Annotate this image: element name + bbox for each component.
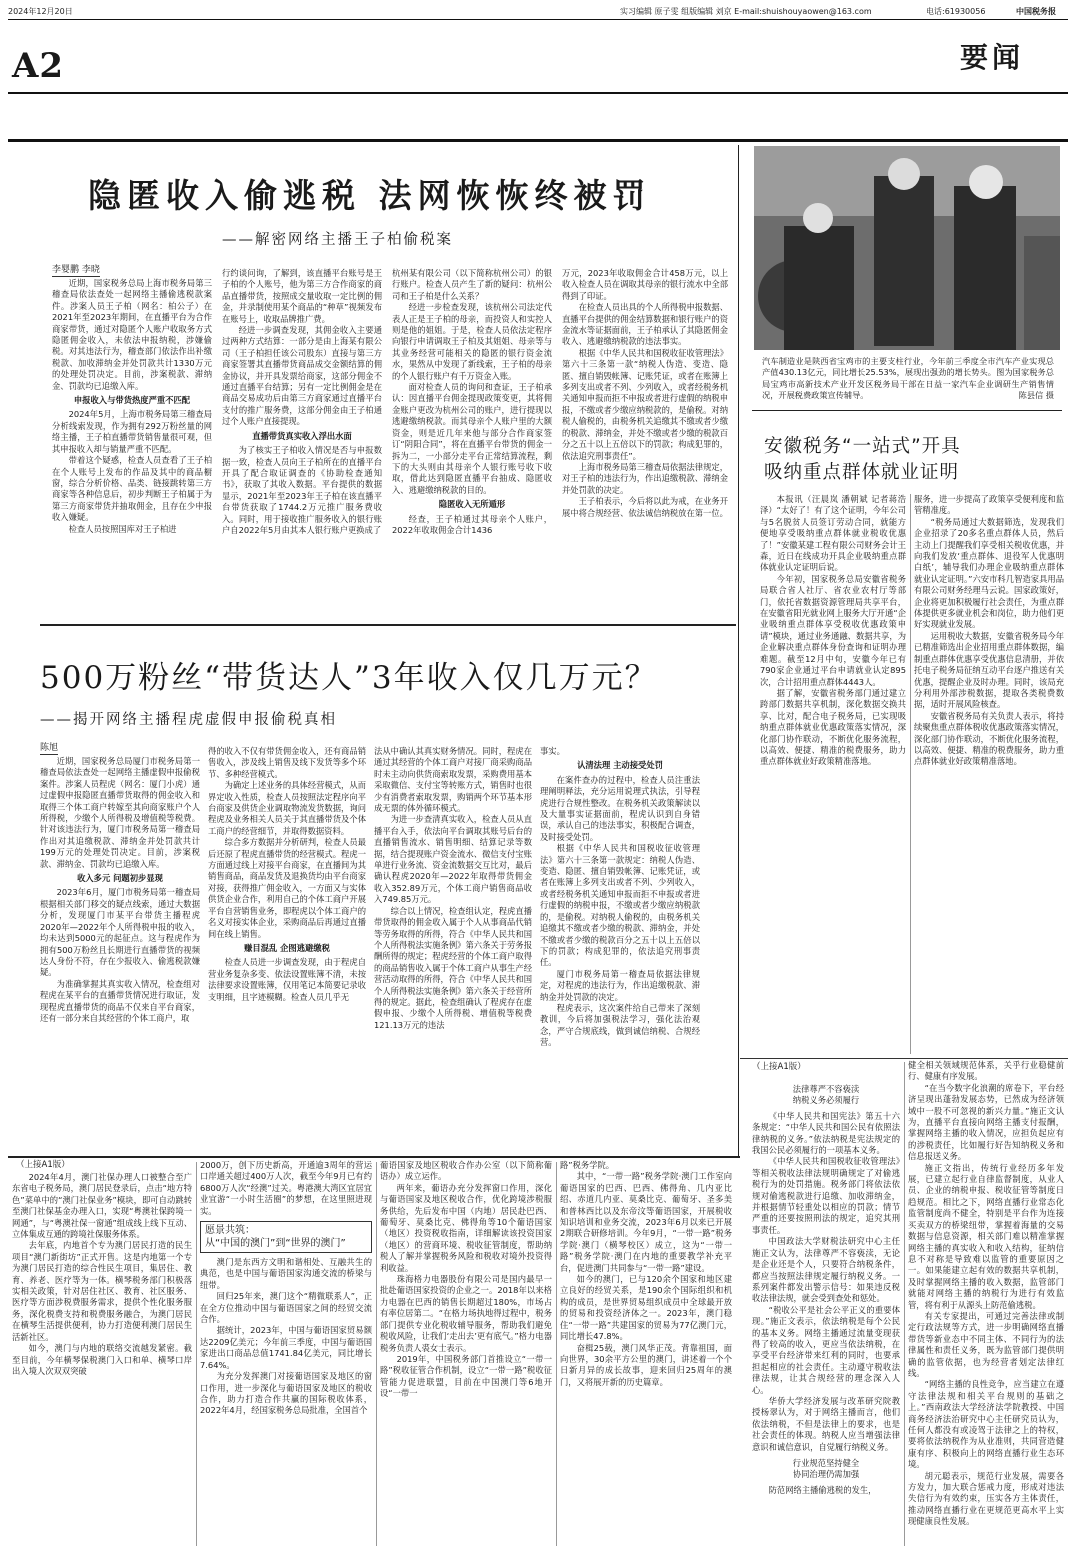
article1-byline: 李婴鹏 李晓: [52, 262, 100, 277]
article1-column-2: [222, 268, 382, 620]
top-thick-rule: [8, 139, 1068, 142]
right-para: 华侨大学经济发展与改革研究院教授杨翠认为，对于网络主播而言，他们依法纳税，不但是法律上的要求，也是社会责任的体现。纳税人应当增强法律意识和诚信意识，自觉履行纳税义务。: [752, 1395, 900, 1452]
article1-para: 万元，2023年收取佣金合计458万元，以上收入检查人员在调取其母亲的银行流水中全部得到了印证。: [562, 268, 728, 301]
right-crosshead: 法律尊严不容亵渎: [792, 1084, 860, 1094]
news-photo: [754, 146, 1060, 350]
article3-headline: [764, 434, 961, 486]
article2-column-1: [40, 756, 200, 1148]
article4-crosshead: 愿景共筑：: [205, 1225, 255, 1237]
photo-caption: [762, 356, 1054, 401]
article4-column-1: [12, 1172, 192, 1546]
column-divider: [910, 494, 911, 1054]
article3-para: 运用税收大数据，安徽省税务局今年已精准筛选出企业招用重点群体数据，编制重点群体优惠享受优惠信息清册，并依托电子税务局征纳互动平台逐户推送有关优惠，提醒企业及时办理。同时，该局充分利用外部涉税数据，提取各类税费数据，适时开展风险核查。: [914, 630, 1064, 710]
article1-para: 面对检查人员的询问和查证，王子柏承认：因直播平台佣金提现政策变更，其将佣金账户更改为杭州公司的账户，进行提现以逃避缴纳税款。而其母亲个人账户里的大额资金，则是近几年来他与部分合作商家签订“阴阳合同”，将在直播平台带货的佣金一拆为二，一小部分走平台正常结算流程，剩下的大头则由其母亲个人银行账号收下收取，借此达到隐匿直播平台抽成、隐匿收入、逃避缴纳税款的目的。: [392, 382, 552, 495]
article3-para: 据了解，安徽省税务部门通过建立跨部门数据共享机制，深化数据交换共享、比对，配合电子税务局，已实现吸纳重点群体就业优惠政策落实情况，深化部门协作联动，不断优化服务流程，以高效、便捷、精准的税费服务，助力重点群体就业好政策精准落地。: [760, 687, 906, 767]
article3-para: “税务局通过大数据筛选，发现我们企业招录了20多名重点群体人员，然后主动上门提醒我们享受相关税收优惠，并向我们发放‘重点群体、退役军人优惠明白纸’，辅导我们办理企业吸纳重点群体就业认定证明。”六安市科几智造家具用品有限公司财务经理马云说。国家政策好，企业将更加积极履行社会责任，为重点群体提供更多就业机会和岗位，助力他们更好实现就业发展。: [914, 516, 1064, 630]
right-para: 施正文指出，传统行业经历多年发展，已建立起行业自律监督制度，从业人员、企业的纳税申报、税收征管等制度日趋规范。相比之下，网络直播行业常态化监管制度尚不健全，特别是平台作为连接买卖双方的桥梁纽带，掌握着海量的交易数据与信息资源，相关部门难以精准掌握网络主播的真实收入和收入结构，征纳信息不对称是导致难以监管的重要原因之一。如果能建立起有效的数据共享机制，及时掌握网络主播的收入数据，监管部门就能对网络主播的纳税行为进行有效监管，将有利于从源头上防范偷逃税。: [908, 1162, 1064, 1310]
article2-para: 厦门市税务局第一稽查局依据法律规定，对程虎的违法行为，作出追缴税款、滞纳金并处罚款的决定。: [540, 968, 700, 1002]
article3-para: 安徽省税务局有关负责人表示，将持续聚焦重点群体税收优惠政策落实情况，深化部门协作联动，不断优化服务流程，以高效、便捷、精准的税费服务，助力重点群体就业好政策精准落地。: [914, 710, 1064, 767]
article3-headline-line1: 安徽税务“一站式”开具: [764, 436, 961, 457]
article2-column-4: [540, 746, 700, 1148]
article1-para: 经进一步调查发现，其佣金收入主要通过两种方式结算：一部分是由上海某有限公司（王子柏担任该公司股东）直接与第三方商家签署其直播带货商品成交金额结算的佣金协议，并开具发票给商家，这部分佣金不通过直播平台结算；另有一定比例佣金是在商品交易成功后由第三方商家通过直播平台支付的推广服务费，这部分佣金由王子柏通过个人账户直接提现。: [222, 325, 382, 427]
article2-column-2: [208, 746, 366, 1148]
article4-para: 两年来，葡语办充分发挥窗口作用，深化与葡语国家及地区税收合作，优化跨境涉税服务供给，先后发布中国（内地）居民赴巴西、葡萄牙、莫桑比克、佛得角等10个葡语国家（地区）投资税收指南，详细解读该投资国家（地区）的营商环境、税收征管制度，帮助纳税人了解并掌握税务风险和税收对境外投资得利收益。: [380, 1182, 552, 1273]
column-divider: [738, 145, 739, 1157]
article4-para: 其中，“一带一路”税务学院·澳门工作室向葡语国家的巴西、巴西、佛得角、几内亚比绍、赤道几内亚、莫桑比克、葡萄牙、圣多美和普林西比以及东帝汶等葡语国家，开展税收知识培训和业务交流，2023年6月以来已开展2期联合研修培训。今年9月，“一带一路”税务学院·澳门（横琴校区）成立，这为“一带一路”税务学院·澳门在内地的重要教学补充平台，促进澳门共同参与“一带一路”建设。: [560, 1171, 732, 1273]
article4-para: 珠海格力电器股份有限公司是国内最早一批赴葡语国家投资的企业之一。2018年以来格力电器在巴西的销售长期超过180%，市场占有率位居第二。“在格力场执地得过程中，税务部门提供专业化税收辅导服务，帮助我们避免税收风险，让我们‘走出去’更有底气。”格力电器税务负责人裘女士表示。: [380, 1274, 552, 1353]
article1-column-4: [562, 268, 728, 620]
article2-para: 检查人员进一步调查发现，由于程虎自营业务复杂多变、依法设置账簿不清，未按法律要求设置账簿，仅用笔记本简要记录收支明细，且字迹模糊。检查人员几乎无: [208, 957, 366, 1002]
article3-para: 服务，进一步提高了政策享受便利度和监管精准度。: [914, 494, 1064, 516]
article2-para: 为准确掌握其真实收入情况，检查组对程虎在某平台的直播带货情况进行取证，发现程虎直播带货的商品不仅来自平台商家，还有一部分来自其经营的个体工商户，取: [40, 978, 200, 1023]
right-para: 健全相关领域规范体系，关乎行业稳健前行、健康有序发展。: [908, 1060, 1064, 1082]
article2-para: 程虎表示，这次案件给自己带来了深刻教训，今后将加强税法学习，强化法治观念，严守合规底线，做到诚信纳税、合规经营。: [540, 1002, 700, 1048]
article1-subtitle: ——解密网络主播王子柏偷税案: [222, 232, 453, 248]
article4-para: 为充分发挥澳门对接葡语国家及地区的窗口作用，进一步深化与葡语国家及地区的税收合作，助力打造合作共赢的国际税收体系，2022年4月，经国家税务总局批准，全国首个: [200, 1371, 372, 1416]
article4-para: 如今，澳门与内地的联络交流越发紧密。截至目前，今年横琴保税澳门入口和单、横琴口岸出入境人次双双突破: [12, 1343, 192, 1376]
article2-crosshead: 收入多元 问题初步显现: [77, 873, 163, 884]
article1-para: 根据《中华人民共和国税收征收管理法》第六十三条第一款“纳税人伪造、变造、隐匿、擅自销毁帐簿、记账凭证，或者在账簿上多列支出或者不列、少列收入，或者经税务机关通知申报而拒不申报或者进行虚假的纳税申报，不缴或者少缴应纳税款的，是偷税。对纳税人偷税的，由税务机关追缴其不缴或者少缴的税款、滞纳金，并处不缴或者少缴的税款百分之五十以上五倍以下的罚款；构成犯罪的，依法追究刑事责任”。: [562, 347, 728, 461]
article3-column-2: [914, 494, 1064, 1054]
masthead-rule: [8, 19, 1068, 20]
article3-para: 本报讯（汪晨岚 潘朝斌 记者蒋浩泽）“太好了！有了这个证明，今年公司与5名脱贫人员签订劳动合同，就能方便地享受吸纳重点群体就业税收优惠了！”安徽某建工程有限公司财务会计王森，近日在线成功开具企业吸纳重点群体就业认定证明后说。: [760, 494, 906, 573]
article1-crosshead: 申报收入与带货热度严重不匹配: [73, 395, 191, 406]
section-title: 要闻: [960, 41, 1025, 74]
right-para: 防范网络主播偷逃税的发生，: [768, 1484, 877, 1495]
article3-para: 今年初，国家税务总局安徽省税务局联合省人社厅、省农业农村厅等部门，依托省数据资源管理局共享平台，在安徽省阳光就业网上服务大厅开通“企业吸纳重点群体享受税收优惠政策申请”模块，通过业务通融、数据共享，为企业解决重点群体身份查询和证明办理难题。截至12月中旬，安徽今年已有790家企业通过平台申请就业认定895次，合计招用重点群体4443人。: [760, 573, 906, 687]
right-crosshead: 纳税义务必须履行: [792, 1095, 860, 1106]
article2-para: 2023年6月，厦门市税务局第一稽查局根据相关部门移交的疑点线索，通过大数据分析，发现厦门市某平台带货主播程虎2020年—2022年个人所得税申报的收入，均未达到5000元的起征点。这与程虎作为拥有500万粉丝且长期进行直播带货的视频达人身份不符，存在少报收入、偷逃税款嫌疑。: [40, 887, 200, 978]
article2-headline: 500万粉丝“带货达人”3年收入仅几万元？: [40, 660, 658, 696]
header-rule: [8, 92, 1068, 94]
right-para: “税收公平是社会公平正义的重要体现。”施正文表示，依法纳税是每个公民的基本义务。网络主播通过流量变现获得了较高的收入，更应当依法纳税，在享受平台经济带来红利的同时，也要承担起相应的社会责任。主动遵守税收法律法规，让其合规经营的理念深入人心。: [752, 1304, 900, 1395]
right-crosshead: 协同治理仍需加强: [792, 1469, 860, 1480]
article1-para: 在检查人员出具的个人所得税申报数据、直播平台提供的佣金结算数据和银行账户的资金流水等证据面前，王子柏承认了其隐匿佣金收入、逃避缴纳税款的违法事实。: [562, 302, 728, 347]
article1-crosshead: 直播带货真实收入浮出水面: [252, 430, 352, 441]
article1-para: 经查，王子柏通过其母亲个人账户，2022年收取佣金合计1436: [392, 513, 552, 535]
article1-column-1: [52, 278, 212, 620]
article2-right-column-2: [908, 1060, 1064, 1546]
article1-para: 2024年5月，上海市税务局第三稽查局分析线索发现，作为拥有292万粉丝量的网络主播，王子柏直播带货销售量很可观，但其申报收入却与销量严重不匹配。: [52, 409, 212, 454]
divider: [8, 1156, 740, 1158]
article1-column-3: [392, 268, 552, 620]
article4-para: 奋楫25载，澳门风华正茂。背靠祖国，面向世界，30余平方公里的澳门，讲述着一个个日新月异的成长故事，迎来回归25周年的澳门，又将展开新的历史篇章。: [560, 1342, 732, 1387]
article2-para: 得的收入不仅有带货佣金收入，还有商品销售收入，涉及线上销售及线下发货等多个环节、多种经营模式。: [208, 746, 366, 779]
column-divider: [376, 1162, 377, 1546]
article3-headline-line2: 吸纳重点群体就业证明: [764, 462, 960, 483]
article2-para: 事实。: [540, 746, 565, 756]
right-para: 胡元聪表示，规范行业发展，需要各方发力，加大联合惩戒力度，形成对违法失信行为有效约束，压实各方主体责任，推动网络直播行业在更规范更高水平上实现健康良性发展。: [908, 1470, 1064, 1527]
article2-byline: 陈旭: [40, 740, 58, 755]
masthead-editors: 实习编辑 原子雯 组版编辑 刘京 E-mail:shuishouyaowen@163.com: [620, 7, 872, 16]
column-divider: [904, 1062, 905, 1546]
divider: [740, 1058, 1068, 1059]
column-divider: [556, 1162, 557, 1546]
article2-crosshead: 认清法理 主动接受处罚: [577, 760, 663, 771]
article4-para: 2019年，中国税务部门首推设立“一带一路”税收征管合作机制，设立“一带一路”税收征管能力促进联盟，目前在中国澳门等6地开设“一带一: [380, 1353, 552, 1399]
article4-para: 路”税务学院。: [560, 1160, 615, 1170]
article4-para: 如今的澳门，已与120余个国家和地区建立良好的经贸关系，是190余个国际组织和机构的成员，是世界贸易组织成员中全球最开放的贸易和投资经济体之一。2023年，澳门稳住“一带一路”共建国家的贸易为77亿澳门元，同比增长47.8%。: [560, 1274, 732, 1342]
article4-para: 葡语国家及地区税收合作办公室（以下简称葡语办）成立运作。: [380, 1160, 552, 1182]
article4-column-3: [380, 1160, 552, 1546]
article1-crosshead: 隐匿收入无所遁形: [438, 499, 506, 510]
article2-para: 法从中确认其真实财务情况。同时，程虎在通过其经营的个体工商户对接厂商采购商品时未主动向供货商索取发票，采购费用基本采取微信、支付宝等转账方式，销售时也很少有消费者索取发票，购销两个环节基本形成无票的体外循环模式。: [374, 746, 532, 814]
article4-para: 去年底，内地首个专为澳门居民打造的民生项目“澳门新街坊”正式开售。这是内地第一个专为澳门居民打造的综合性民生项目，集居住、教育、养老、医疗等为一体。横琴税务部门积极落实相关政策，针对居住社区、教育、社区服务、医疗等方面涉税费服务需求，提供个性化服务服务，深化税费支持和税费服务融合，为澳门居民在横琴生活提供便利，协力打造便利澳门居民生活新社区。: [12, 1240, 192, 1342]
page-number: A2: [12, 46, 65, 86]
article2-crosshead: 赚目混乱 企图逃避缴税: [244, 942, 330, 953]
right-para: 中国政法大学财税法研究中心主任施正文认为，法律尊严不容亵渎，无论是企业还是个人，只要符合纳税条件，都应当按照法律规定履行纳税义务。一系列案件都发出警示信号：如果违反税收法律法规，就会受到查处和惩处。: [752, 1236, 900, 1304]
photo-caption-text: 汽车制造业是陕西省宝鸡市的主要支柱行业，今年前三季度全市汽车产业实现总产值430.13亿元，同比增长25.53%，展现出强劲的增长势头。图为国家税务总局宝鸡市高新技术产业开发区税务局干部在日益一家汽车企业调研生产销售情况，开展税费政策宣传辅导。: [762, 356, 1054, 400]
column-divider: [196, 1162, 197, 1546]
masthead-paper-name: 中国税务报: [1016, 7, 1056, 16]
article4-crosshead: 从“中国的澳门”到“世界的澳门”: [205, 1238, 346, 1250]
article4-continued-label: （上接A1版）: [16, 1160, 70, 1170]
article4-column-2: [200, 1160, 372, 1546]
article2-para: 近期，国家税务总局厦门市税务局第一稽查局依法查处一起网络主播虚假申报偷税案件。涉案人员程虎（网名：厦门小虎）通过虚假申报隐匿直播带货取得的佣金收入和取得三个体工商户转嫁至其向商家账户个人所得税，少缴个人所得税及增值税等税费。针对该违法行为，厦门市税务局第一稽查局作出对其追缴税款、滞纳金并处罚款共计199万元的处理处罚决定。目前，涉案税款、滞纳金、罚款均已追缴入库。: [40, 756, 200, 869]
article4-para: 2000万，创下历史新高，开通逾3周年的营运口岸通关超过400万人次，截至今年9月已有约6800万人次“经澳”过关。粤港澳大湾区宜居宜业宜游“一小时生活圈”的梦想，在这里照进现实。: [200, 1160, 372, 1216]
article2-para: 综合多方数据并分析研判，检查人员最后还原了程虎直播带货的经营模式。程虎一方面通过线上对接平台商家，在直播间为其销售商品，商品发货及退换货均由平台商家对接，获得推广佣金收入，一方面又与实体供货企业合作，利用自己的个体工商户开展平台自营销售业务，即程虎以个体工商户的名义对接实体企业，采购商品后再通过直播间在线上销售。: [208, 837, 366, 939]
article1-para: 带着这个疑惑，检查人员查看了王子柏在个人账号上发布的作品及其中的商品橱窗，综合分析价格、品类、链接跳转第三方商家等各种信息后，初步判断王子柏属于为第三方商家带货并抽取佣金，且存在少申报收入嫌疑。: [52, 455, 212, 523]
article4-column-4: [560, 1160, 732, 1546]
article2-right-column-1: [752, 1078, 900, 1546]
masthead-phone: 电话:61930056: [926, 7, 986, 16]
article1-para: 上海市税务局第三稽查局依据法律规定，对王子柏的违法行为，作出追缴税款、滞纳金并处罚款的决定。: [562, 461, 728, 495]
photo-credit: 陈县信 摄: [1018, 389, 1054, 400]
article2-column-3: [374, 746, 532, 1148]
right-para: 《中华人民共和国宪法》第五十六条规定：“中华人民共和国公民有依照法律纳税的义务。”依法纳税是宪法规定的我国公民必须履行的一项基本义务。: [752, 1110, 900, 1156]
divider: [752, 410, 1062, 411]
article4-para: 据统计，2023年，中国与葡语国家贸易额达2209亿美元；今年前三季度，中国与葡语国家进出口商品总值1741.84亿美元，同比增长7.64%。: [200, 1325, 372, 1370]
article2-subtitle: ——揭开网络主播程虎虚假申报偷税真相: [40, 712, 337, 728]
article4-para: 澳门是东西方文明和谐相处、互融共生的典范，也是中国与葡语国家沟通交流的桥梁与纽带。: [200, 1257, 372, 1290]
article4-crosshead-box: [200, 1221, 372, 1253]
article1-para: 经进一步检查发现，该杭州公司法定代表人正是王子柏的母亲，而投资人和实控人则是他的姐姐。于是，检查人员依法定程序向银行申请调取王子柏及其姐姐、母亲等与其业务经营可能相关的隐匿的银行资金流水，果然从中发现了新线索，王子柏的母亲的个人银行账户有千万资金入账。: [392, 302, 552, 381]
article2-para: 根据《中华人民共和国税收征收管理法》第六十三条第一款规定：纳税人伪造、变造、隐匿、擅自销毁帐簿、记账凭证，或者在账簿上多列支出或者不列、少列收入，或者经税务机关通知申报而拒不申报或者进行虚假的纳税申报，不缴或者少缴应纳税款的，是偷税。对纳税人偷税的，由税务机关追缴其不缴或者少缴的税款、滞纳金，并处不缴或者少缴的税款百分之五十以上五倍以下的罚款；构成犯罪的，依法追究刑事责任。: [540, 843, 700, 968]
article4-para: 回归25年来，澳门这个“精微联系人”，正在全方位推动中国与葡语国家之间的经贸交流合作。: [200, 1291, 372, 1325]
article1-para: 行约谈问询，了解到，该直播平台账号是王子柏的个人账号，他为第三方合作商家的商品直播带货，按照成交量收取一定比例的佣金，并录制使用某个商品的“种草”视频发布在账号上，收取品牌推广费。: [222, 268, 382, 324]
right-para: 有关专家提出，可通过完善法律或制定行政法规等方式，进一步明确网络直播带货等新业态中不同主体、不同行为的法律属性和责任义务，既为监管部门提供明确的监管依据，也为经营者划定法律红线。: [908, 1310, 1064, 1378]
article4-para: 2024年4月，澳门社保办理人口被整合至广东省电子税务局，澳门居民登录后，点击“地方特色”菜单中的“澳门社保业务”模块，即可自动跳转至澳门社保基金办理入口，实现“粤澳社保跨境一网通”，与“粤澳社保一窗通”组成线上线下互动、立体集成互通的跨境社保服务体系。: [12, 1172, 192, 1240]
divider: [40, 624, 736, 626]
article1-para: 杭州某有限公司（以下简称杭州公司）的银行账户。检查人员产生了新的疑问：杭州公司和王子柏是什么关系？: [392, 268, 552, 301]
article2-para: 综合以上情况，检查组认定，程虎直播带货取得的佣金收入属于个人从事商品代销等劳务取得的所得，符合《中华人民共和国个人所得税法实施条例》第六条关于劳务报酬所得的规定；程虎经营的个体工商户取得的商品销售收入属于个体工商户从事生产经营活动取得的所得，符合《中华人民共和国个人所得税法实施条例》第六条关于经营所得的规定。据此，检查组确认了程虎存在虚假申报、少缴个人所得税、增值税等税费121.13万元的违法: [374, 905, 532, 1030]
masthead-date: 2024年12月20日: [8, 7, 73, 16]
article1-para: 为了核实王子柏收入情况是否与申报数据一致，检查人员向王子柏所在的直播平台开具了配合取证调查的《协助检查通知书》，获取了其收入数据。平台提供的数据显示，2021年至2023年王子柏在该直播平台带货获取了1744.2万元推广服务费收入。同时，用于接收推广服务收入的银行账户自2022年5月由其本人银行账户更换成了: [222, 445, 382, 535]
article2-para: 为进一步查清真实收入，检查人员从直播平台入手，依法向平台调取其账号后台的直播销售流水、销售明细、结算记录等数据，结合提现账户资金流水、微信支付宝账单进行业务流、资金流数据交互比对，最后确认程虎2020年—2022年取得带货佣金收入352.89万元，个体工商户销售商品收入749.85万元。: [374, 814, 532, 905]
right-para: “网络主播的良性竞争，应当建立在遵守法律法规和相关平台规则的基础之上。”西南政法大学经济法学院教授、中国商务经济法治研究中心主任研究员认为，任何人都没有或凌驾于法律之上的特权，要将依法纳税作为从业准则，共同营造健康有序、积极向上的网络直播行业生态环境。: [908, 1379, 1064, 1470]
continued-label: （上接A1版）: [752, 1062, 806, 1072]
article2-para: 在案件查办的过程中，检查人员注重法理阐明释法，充分运用说理式执法，引导程虎进行合规性整改。在税务机关政策解读以及大量事实证据面前，程虎认识到自身错误，承认自己的违法事实，积极配合调查，及时接受处罚。: [540, 774, 700, 842]
right-para: “在当今数字化浪潮的席卷下，平台经济呈现出蓬勃发展态势，已然成为经济领域中一股不可忽视的新兴力量。”施正文认为，直播平台直接向网络主播支付报酬，掌握网络主播的收入情况，应担负起应有的涉税责任，比如履行好告知纳税义务和信息报送义务。: [908, 1082, 1064, 1162]
article1-para: 王子柏表示，今后将以此为戒，在业务开展中将合规经营、依法诚信纳税放在第一位。: [562, 496, 728, 518]
article2-para: 为确定上述业务的具体经营模式，从而界定收入性质，检查人员按照法定程序向平台商家及供货企业调取物流发货数据，询问程虎及业务相关人员关于其直播带货及个体工商户的经营细节，并取得数据资料。: [208, 780, 366, 836]
article3-column-1: [760, 494, 906, 1054]
article1-para: 检查人员按照国库对王子柏进: [68, 523, 177, 534]
article1-headline: 隐匿收入偷逃税 法网恢恢终被罚: [88, 176, 652, 215]
right-para: 《中华人民共和国税收征收管理法》等相关税收法律法规明确规定了对偷逃税行为的处罚措施。税务部门将依法依规对偷逃税款进行追缴、加收滞纳金，并根据情节轻重处以相应的罚款；情节严重的还要按照刑法的规定，追究其刑事责任。: [752, 1156, 900, 1235]
right-crosshead: 行业规范坚持健全: [792, 1458, 860, 1468]
article1-para: 近期，国家税务总局上海市税务局第三稽查局依法查处一起网络主播偷逃税款案件。涉案人员王子柏（网名：柏公子）在2021年至2023年期间，在直播平台为合作商家带货，通过对隐匿个人账户收取务方式隐匿佣金收入，未依法申报纳税，涉嫌偷税。对其违法行为，稽查部门依法作出补缴税款、加收滞纳金并处罚款共计1330万元的处理处罚决定。目前，涉案税款、滞纳金、罚款均已追缴入库。: [52, 278, 212, 391]
